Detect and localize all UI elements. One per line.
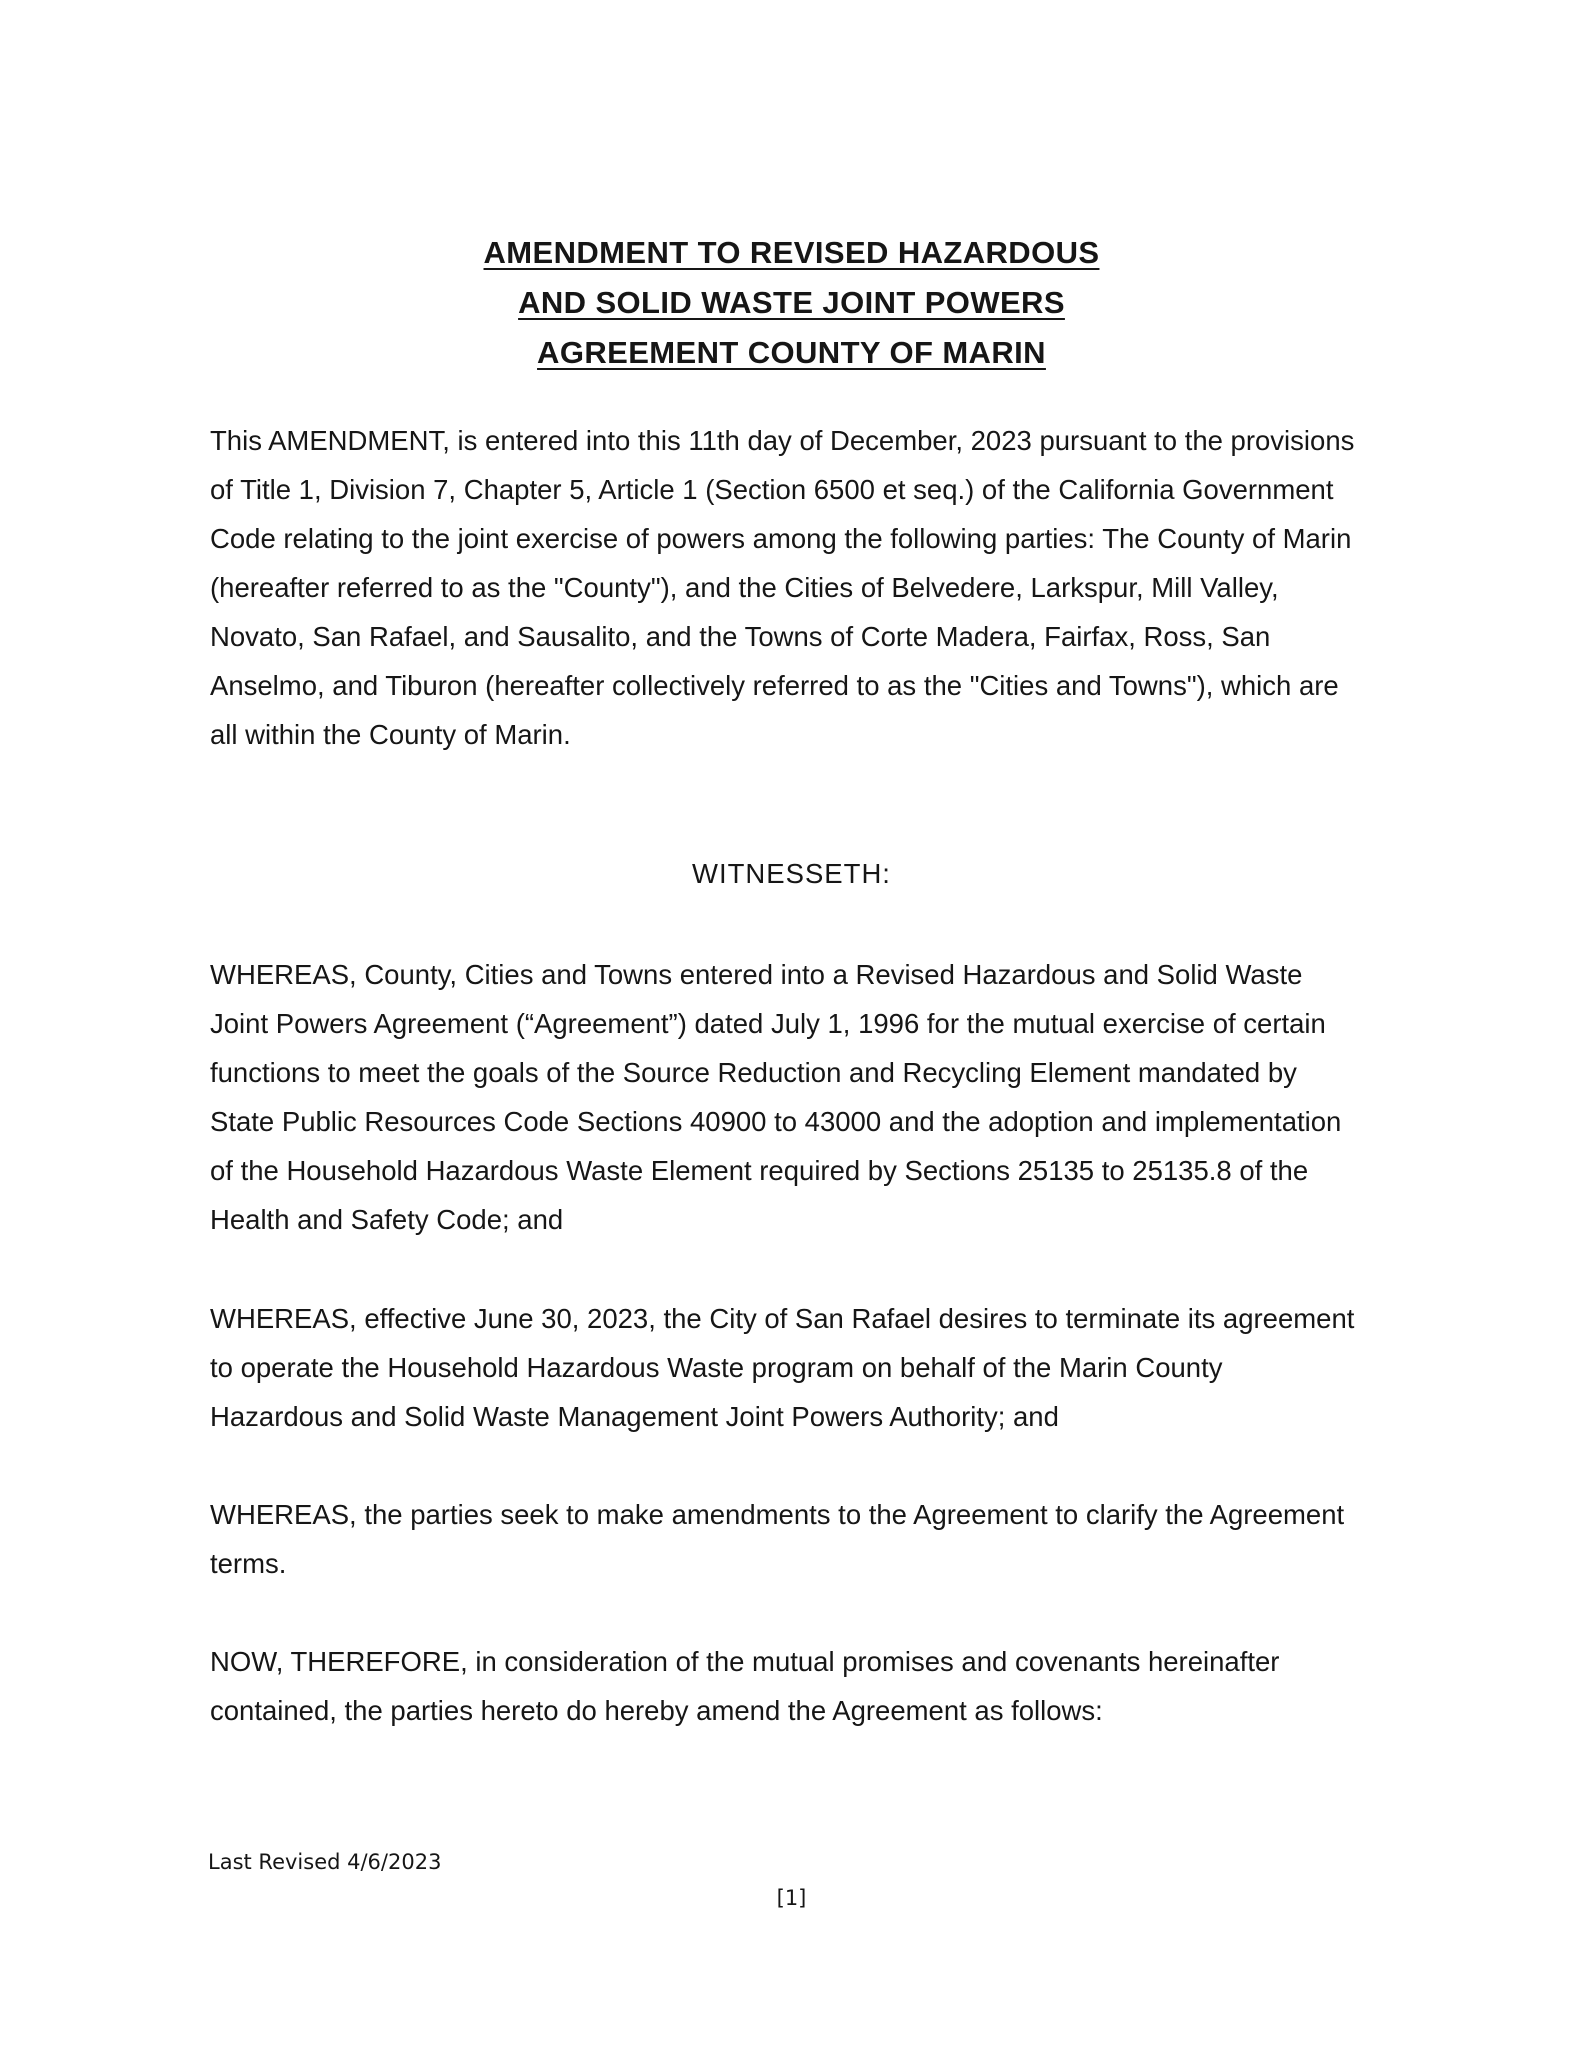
title-line-1: AMENDMENT TO REVISED HAZARDOUS	[483, 235, 1100, 270]
whereas-paragraph-2: WHEREAS, effective June 30, 2023, the City of San Rafael desires to terminate its agreement to operate the Household Hazardous Waste program on behalf of the Marin County Hazardous and Solid Waste Management Joint Powers Authority; and	[210, 1303, 1355, 1432]
whereas-paragraph-1: WHEREAS, County, Cities and Towns entered into a Revised Hazardous and Solid Waste Joint Powers Agreement (“Agreement”) dated July 1, 1996 for the mutual exercise of certain functions to meet the goals of the Source Reduction and Recycling Element mandated by State Public Resources Code Sections 40900 to 43000 and the adoption and implementation of the Household Hazardous Waste Element required by Sections 25135 to 25135.8 of the Health and Safety Code; and	[210, 959, 1342, 1235]
title-line-2: AND SOLID WASTE JOINT POWERS	[518, 285, 1065, 320]
document-title	[0, 228, 1583, 378]
last-revised-footer: Last Revised 4/6/2023	[208, 1850, 442, 1874]
whereas-paragraph-3: WHEREAS, the parties seek to make amendments to the Agreement to clarify the Agreement terms.	[210, 1499, 1345, 1579]
intro-paragraph: This AMENDMENT, is entered into this 11th day of December, 2023 pursuant to the provisions of Title 1, Division 7, Chapter 5, Article 1 (Section 6500 et seq.) of the California Government Code relating to the joint exercise of powers among the following parties: The County of Marin (hereafter referred to as the "County"), and the Cities of Belvedere, Larkspur, Mill Valley, Novato, San Rafael, and Sausalito, and the Towns of Corte Madera, Fairfax, Ross, San Anselmo, and Tiburon (hereafter collectively referred to as the "Cities and Towns"), which are all within the County of Marin.	[210, 425, 1355, 750]
witnesseth-heading: WITNESSETH:	[692, 858, 891, 889]
page-number: [1]	[776, 1886, 807, 1910]
title-line-3: AGREEMENT COUNTY OF MARIN	[537, 335, 1046, 370]
now-therefore-paragraph: NOW, THEREFORE, in consideration of the mutual promises and covenants hereinafter contained, the parties hereto do hereby amend the Agreement as follows:	[210, 1646, 1280, 1726]
